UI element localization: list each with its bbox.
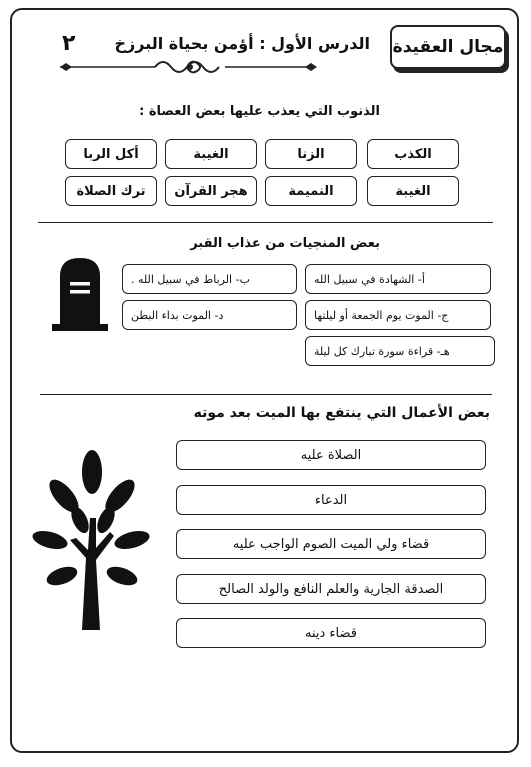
sin-item: الغيبة: [165, 139, 257, 169]
savior-item: هـ- قراءة سورة تبارك كل ليلة: [305, 336, 495, 366]
lesson-title: الدرس الأول : أؤمن بحياة البرزخ: [114, 34, 370, 53]
sin-item: الزنا: [265, 139, 357, 169]
deed-item: الصدقة الجارية والعلم النافع والولد الصالح: [176, 574, 486, 604]
savior-item: د- الموت بداء البطن: [122, 300, 297, 330]
sin-item: أكل الربا: [65, 139, 157, 169]
field-badge: مجال العقيدة: [390, 25, 506, 69]
sin-item: ترك الصلاة: [65, 176, 157, 206]
savior-item: ب- الرباط في سبيل الله .: [122, 264, 297, 294]
ornament-divider-icon: [60, 56, 320, 78]
deed-item: الدعاء: [176, 485, 486, 515]
sin-item: النميمة: [265, 176, 357, 206]
deed-item: قضاء دينه: [176, 618, 486, 648]
deeds-heading: بعض الأعمال التي ينتفع بها الميت بعد موته: [193, 405, 490, 421]
tree-icon: [32, 448, 150, 630]
section-divider: [40, 394, 492, 395]
sins-heading: الذنوب التي يعذب عليها بعض العصاة :: [139, 104, 380, 119]
sin-item: الغيبة: [367, 176, 459, 206]
savior-item: أ- الشهادة في سبيل الله: [305, 264, 491, 294]
sin-item: الكذب: [367, 139, 459, 169]
deed-item: قضاء ولي الميت الصوم الواجب عليه: [176, 529, 486, 559]
saviors-heading: بعض المنجيات من عذاب القبر: [190, 236, 380, 251]
page-number: ٢: [62, 31, 76, 56]
deed-item: الصلاة عليه: [176, 440, 486, 470]
sin-item: هجر القرآن: [165, 176, 257, 206]
section-divider: [38, 222, 493, 223]
savior-item: ج- الموت يوم الجمعة أو ليلتها: [305, 300, 491, 330]
gravestone-icon: [52, 252, 108, 332]
